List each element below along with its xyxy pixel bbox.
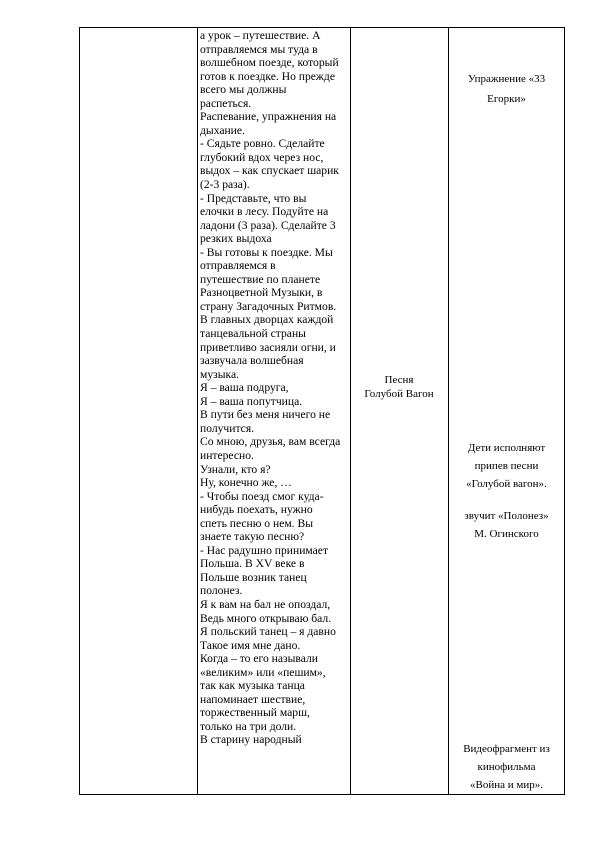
kids-line: Дети исполняют bbox=[467, 442, 546, 454]
video-line: Видеофрагмент из bbox=[463, 743, 550, 755]
script-line: получится. bbox=[200, 421, 255, 435]
script-line: всего мы должны bbox=[200, 83, 287, 97]
script-line: спеть песню о нем. Вы bbox=[200, 516, 313, 530]
script-line: Польше возник танец bbox=[200, 570, 307, 584]
script-line: полонез. bbox=[200, 584, 243, 598]
kids-line: «Голубой вагон». bbox=[466, 478, 547, 490]
script-line: зазвучала волшебная bbox=[200, 354, 304, 368]
script-line: дыхание. bbox=[200, 123, 245, 137]
script-line: - Чтобы поезд смог куда- bbox=[200, 489, 324, 503]
script-line: Я – ваша подруга, bbox=[200, 381, 289, 395]
song-cell bbox=[350, 373, 448, 401]
script-line: знаете такую песню? bbox=[200, 530, 305, 544]
script-line: В пути без меня ничего не bbox=[200, 408, 331, 422]
script-line: ладони (3 раза). Сделайте 3 bbox=[200, 218, 336, 232]
script-line: так как музыка танца bbox=[200, 679, 305, 693]
column-divider-2 bbox=[350, 27, 351, 795]
script-line: готов к поездке. Но прежде bbox=[200, 69, 335, 83]
lesson-script-column bbox=[200, 29, 350, 747]
script-line: Я – ваша попутчица. bbox=[200, 394, 303, 408]
song-title: Голубой Вагон bbox=[364, 388, 434, 400]
script-line: только на три доли. bbox=[200, 719, 297, 733]
script-line: распеться. bbox=[200, 96, 252, 110]
song-label: Песня bbox=[384, 374, 414, 386]
script-line: Ведь много открываю бал. bbox=[200, 611, 332, 625]
script-line: «великим» или «пешим», bbox=[200, 665, 326, 679]
exercise-note bbox=[448, 69, 565, 109]
script-line: В старину народный bbox=[200, 733, 302, 747]
column-divider-1 bbox=[197, 27, 198, 795]
polonaise-line: М. Огинского bbox=[474, 528, 539, 540]
column-divider-3 bbox=[448, 27, 449, 795]
script-line: отправляемся в bbox=[200, 259, 276, 273]
script-line: торжественный марш, bbox=[200, 706, 310, 720]
polonaise-line: звучит «Полонез» bbox=[464, 510, 549, 522]
script-line: отправляемся мы туда в bbox=[200, 42, 318, 56]
video-line: «Война и мир». bbox=[470, 779, 543, 791]
script-line: Узнали, кто я? bbox=[200, 462, 271, 476]
script-line: Разноцветной Музыки, в bbox=[200, 286, 323, 300]
polonaise-note bbox=[448, 507, 565, 543]
table-left-border bbox=[79, 27, 80, 795]
script-line: Со мною, друзья, вам всегда bbox=[200, 435, 341, 449]
script-line: елочки в лесу. Подуйте на bbox=[200, 205, 329, 219]
script-line: волшебном поезде, который bbox=[200, 56, 339, 70]
video-note bbox=[448, 740, 565, 794]
script-line: музыка. bbox=[200, 367, 240, 381]
table-top-border bbox=[79, 27, 565, 28]
script-line: Распевание, упражнения на bbox=[200, 110, 337, 124]
script-line: выдох – как спускает шарик bbox=[200, 164, 339, 178]
script-line: интересно. bbox=[200, 448, 254, 462]
script-line: Такое имя мне дано. bbox=[200, 638, 301, 652]
script-line: глубокий вдох через нос, bbox=[200, 150, 324, 164]
script-line: танцевальной страны bbox=[200, 327, 306, 341]
exercise-line: Егорки» bbox=[487, 93, 526, 105]
script-line: страну Загадочных Ритмов. bbox=[200, 299, 337, 313]
script-line: напоминает шествие, bbox=[200, 692, 306, 706]
script-line: - Нас радушно принимает bbox=[200, 543, 329, 557]
script-line: - Вы готовы к поездке. Мы bbox=[200, 245, 333, 259]
script-line: - Сядьте ровно. Сделайте bbox=[200, 137, 325, 151]
script-line: Польша. В XV веке в bbox=[200, 557, 305, 571]
script-line: резких выдоха bbox=[200, 232, 272, 246]
video-line: кинофильма bbox=[477, 761, 536, 773]
script-line: (2-3 раза). bbox=[200, 178, 250, 192]
kids-line: припев песни bbox=[474, 460, 539, 472]
script-line: Ну, конечно же, … bbox=[200, 476, 292, 490]
script-line: - Представьте, что вы bbox=[200, 191, 307, 205]
lesson-table bbox=[79, 27, 565, 795]
kids-sing-note bbox=[448, 439, 565, 493]
table-right-border bbox=[564, 27, 565, 795]
script-line: Я польский танец – я давно bbox=[200, 625, 336, 639]
script-line: Когда – то его называли bbox=[200, 652, 318, 666]
script-line: нибудь поехать, нужно bbox=[200, 503, 313, 517]
script-line: Я к вам на бал не опоздал, bbox=[200, 597, 331, 611]
script-line: путешествие по планете bbox=[200, 272, 321, 286]
script-line: приветливо засияли огни, и bbox=[200, 340, 336, 354]
script-line: В главных дворцах каждой bbox=[200, 313, 334, 327]
exercise-line: Упражнение «33 bbox=[467, 73, 546, 85]
table-bottom-border bbox=[79, 794, 565, 795]
script-line: а урок – путешествие. А bbox=[200, 29, 321, 42]
